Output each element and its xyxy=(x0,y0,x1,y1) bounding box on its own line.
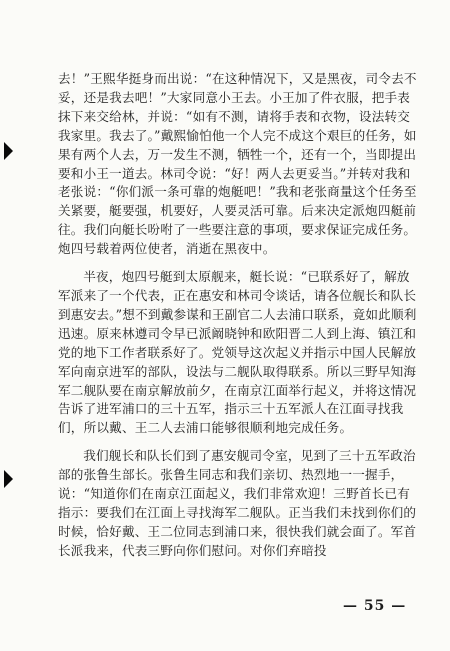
page-number: — 55 — xyxy=(343,598,407,614)
binder-mark-bottom xyxy=(4,470,13,488)
paragraph-midnight: 半夜，炮四号艇到太原舰来，艇长说：“已联系好了，解放军派来了一个代表，正在惠安和林司令谈话，请各位舰长和队长到惠安去。”想不到戴参谋和王副官二人去浦口联系，竟如此顺利迅速。原来林遵司令早已派阚晓钟和欧阳晋二人到上海、镇江和党的地下工作者联系好了。党领导这次起义并指示中国人民解放军向南京进军的部队，设法与二舰队取得联系。所以三野早知海军二舰队要在南京解放前夕，在南京江面举行起义，并将这情况告诉了进军浦口的三十五军，指示三十五军派人在江面寻找我们，所以戴、王二人去浦口能够很顺利地完成任务。 xyxy=(58,269,417,436)
binder-mark-top xyxy=(4,142,13,160)
paragraph-meeting: 我们舰长和队长们到了惠安舰司令室，见到了三十五军政治部的张鲁生部长。张鲁生同志和我们亲切、热烈地一一握手，说：“知道你们在南京江面起义，我们非常欢迎！三野首长已有指示：要我们在江面上寻找海军二舰队。正当我们未找到你们的时候，恰好戴、王二位同志到浦口来，很快我们就会面了。军首长派我来，代表三野向你们慰问。对你们弃暗投 xyxy=(58,448,417,558)
body-text xyxy=(58,70,420,561)
paragraph-continuation: 去！”王熙华挺身而出说：“在这种情况下，又是黑夜，司令去不妥，还是我去吧！”大家同意小王去。小王加了件衣服，把手表抹下来交给林，并说：“如有不测，请将手表和衣物，设法转交我家里。我去了。”戴熙愉怕他一个人完不成这个艰巨的任务，如果有两个人去，万一发生不测，牺牲一个，还有一个，当即提出要和小王一道去。林司令说：“好！两人去更妥当。”并转对我和老张说：“你们派一条可靠的炮艇吧！”我和老张商量这个任务至关紧要，艇要强，机要好，人要灵活可靠。后来决定派炮四艇前往。我们向艇长吩咐了一些要注意的事项，要求保证完成任务。炮四号载着两位使者，消逝在黑夜中。 xyxy=(58,71,417,257)
